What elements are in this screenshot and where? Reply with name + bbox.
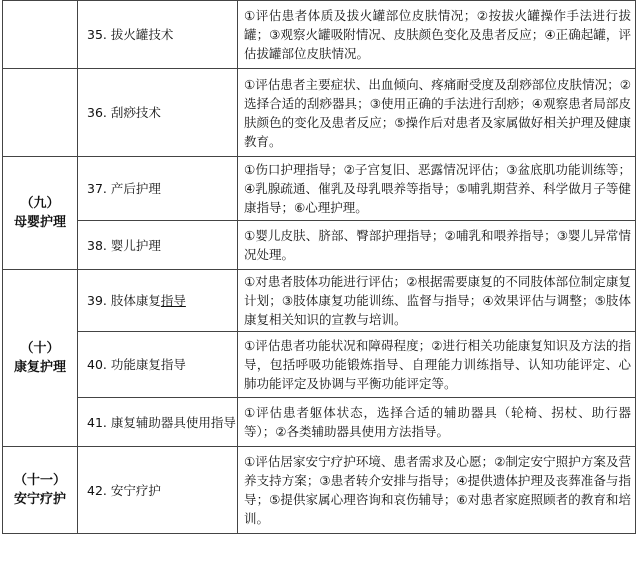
- table-row: [3, 1, 636, 69]
- item-name: 38. 婴儿护理: [78, 221, 238, 270]
- table-row: [3, 270, 636, 332]
- table-row: [3, 447, 636, 534]
- service-table: [2, 0, 636, 534]
- item-description: ①评估居家安宁疗护环境、患者需求及心愿；②制定安宁照护方案及营养支持方案；③患者转介安排与指导；④提供遗体护理及丧葬准备与指导；⑤提供家属心理咨询和哀伤辅导；⑥对患者家庭照顾者的教育和培训。: [238, 447, 636, 534]
- item-description: ①评估患者功能状况和障碍程度；②进行相关功能康复知识及方法的指导，包括呼吸功能锻炼指导、自理能力训练指导、认知功能评定、心肺功能评定及协调与平衡功能评定等。: [238, 332, 636, 398]
- category-number: （十一）: [13, 473, 66, 488]
- item-name: 35. 拔火罐技术: [78, 1, 238, 69]
- category-cell: [3, 157, 78, 270]
- category-name: 安宁疗护: [13, 492, 66, 507]
- item-name: 42. 安宁疗护: [78, 447, 238, 534]
- table-row: [3, 398, 636, 447]
- item-name: 41. 康复辅助器具使用指导: [78, 398, 238, 447]
- category-cell: [3, 447, 78, 534]
- item-name: 37. 产后护理: [78, 157, 238, 221]
- table-row: [3, 221, 636, 270]
- category-cell-empty: [3, 69, 78, 157]
- item-name: 36. 刮痧技术: [78, 69, 238, 157]
- category-number: （十）: [20, 341, 60, 356]
- table-row: [3, 332, 636, 398]
- category-cell-empty: [3, 1, 78, 69]
- category-number: （九）: [20, 196, 60, 211]
- item-name-underlined: 指导: [160, 293, 186, 308]
- category-name: 康复护理: [13, 360, 66, 375]
- category-name: 母婴护理: [13, 215, 66, 230]
- item-description: ①对患者肢体功能进行评估；②根据需要康复的不同肢体部位制定康复计划；③肢体康复功能训练、监督与指导；④效果评估与调整；⑤肢体康复相关知识的宣教与培训。: [238, 270, 636, 332]
- table-row: [3, 69, 636, 157]
- item-description: ①评估患者躯体状态，选择合适的辅助器具（轮椅、拐杖、助行器等）；②各类辅助器具使用方法指导。: [238, 398, 636, 447]
- item-description: ①婴儿皮肤、脐部、臀部护理指导；②哺乳和喂养指导；③婴儿异常情况处理。: [238, 221, 636, 270]
- item-name-prefix: 39. 肢体康复: [87, 293, 161, 308]
- table-row: [3, 157, 636, 221]
- category-cell: [3, 270, 78, 447]
- item-name: [78, 270, 238, 332]
- item-name: 40. 功能康复指导: [78, 332, 238, 398]
- item-description: ①评估患者体质及拔火罐部位皮肤情况；②按拔火罐操作手法进行拔罐；③观察火罐吸附情况、皮肤颜色变化及患者反应；④正确起罐，评估拔罐部位皮肤情况。: [238, 1, 636, 69]
- item-description: ①评估患者主要症状、出血倾向、疼痛耐受度及刮痧部位皮肤情况；②选择合适的刮痧器具；③使用正确的手法进行刮痧；④观察患者局部皮肤颜色的变化及患者反应；⑤操作后对患者及家属做好相关护理及健康教育。: [238, 69, 636, 157]
- item-description: ①伤口护理指导；②子宫复旧、恶露情况评估；③盆底肌功能训练等；④乳腺疏通、催乳及母乳喂养等指导；⑤哺乳期营养、科学做月子等健康指导；⑥心理护理。: [238, 157, 636, 221]
